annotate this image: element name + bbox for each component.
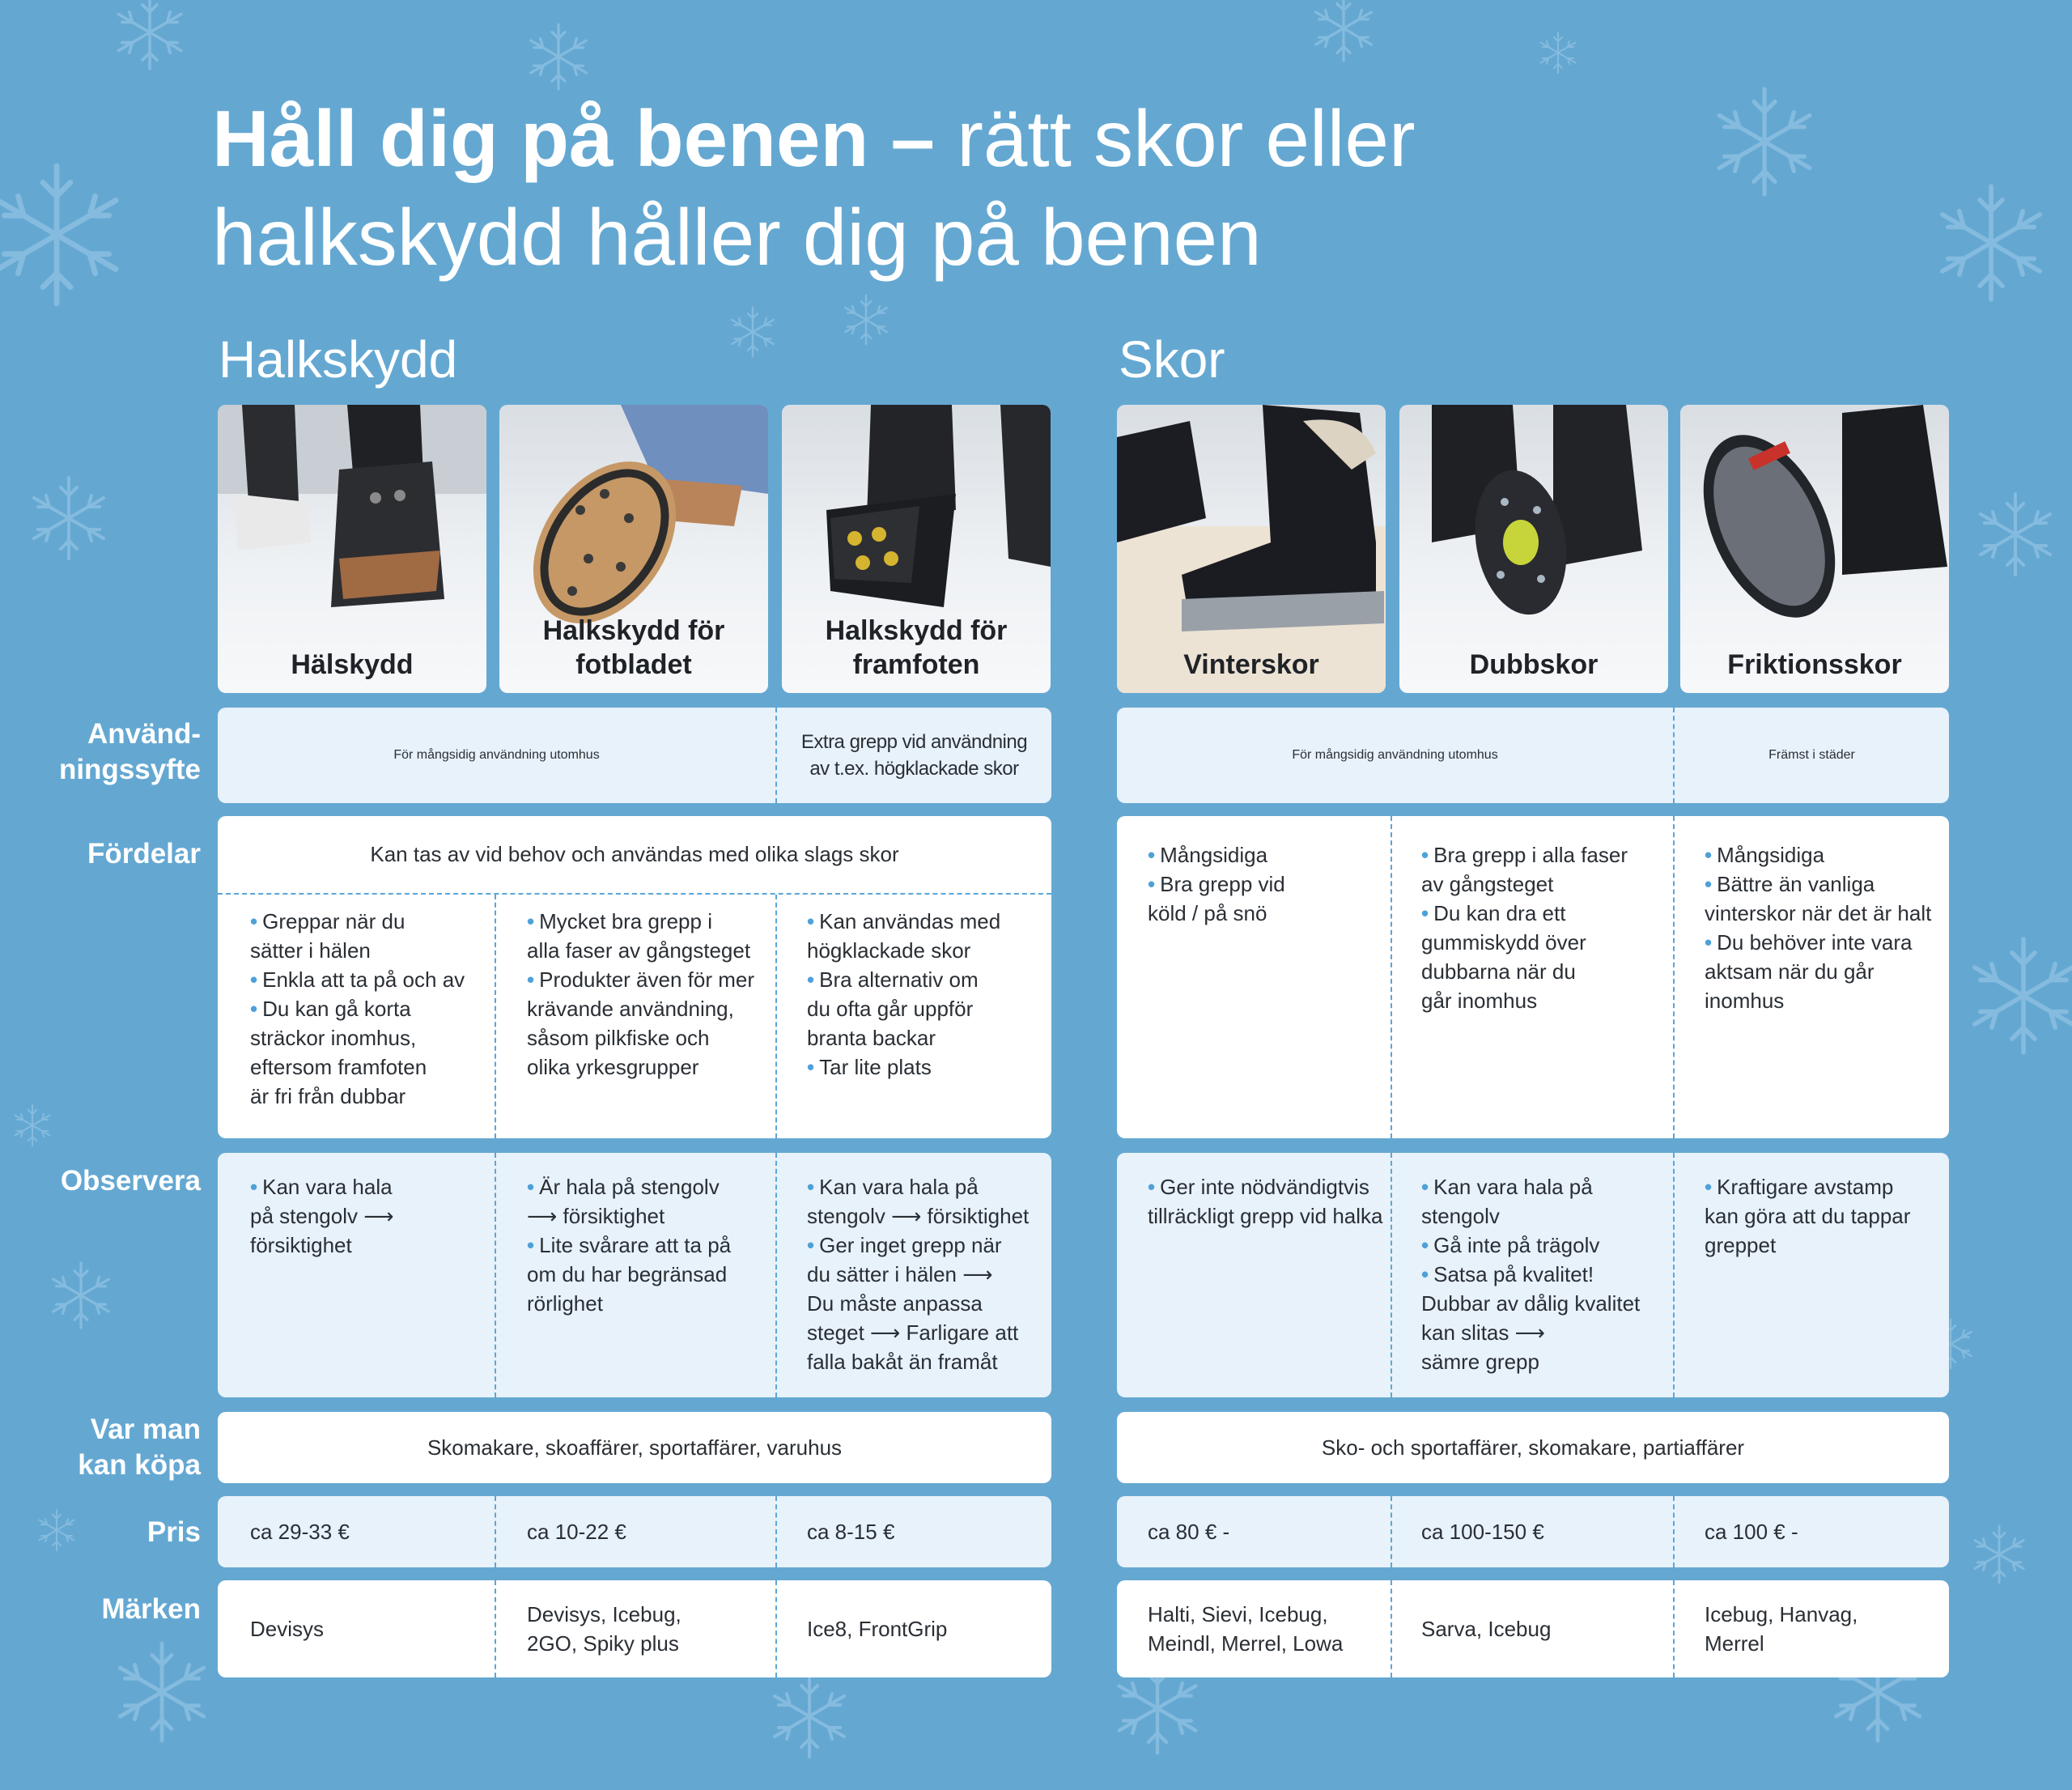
list-item: • Produkter även för mer krävande användning, såsom pilkfiske och olika yrkesgrupper (527, 967, 754, 1079)
row-label-observe: Observera (60, 1165, 201, 1197)
bullet-dot-icon: • (1148, 1175, 1156, 1199)
bullet-dot-icon: • (527, 967, 535, 992)
photo-caption: Halkskydd för fotbladet (542, 615, 725, 680)
usage-panel-left (218, 708, 1051, 803)
bullet-dot-icon: • (1421, 1233, 1429, 1257)
list-item: • Kan vara hala på stengolv ⟶ försiktighet (807, 1175, 1030, 1228)
list-item: • Mycket bra grepp i alla faser av gångsteget (527, 909, 751, 963)
snowflake-icon (1942, 186, 2040, 300)
observe-list-friktionsskor (1705, 1172, 1947, 1260)
list-item: • Bra grepp i alla faser av gångsteget (1421, 843, 1628, 896)
bullet-dot-icon: • (250, 967, 258, 992)
price-friktionsskor: ca 100 € - (1705, 1520, 1798, 1544)
usage-left-extra: Extra grepp vid användning av t.ex. högklackade skor (800, 731, 1028, 780)
list-item: • Är hala på stengolv ⟶ försiktighet (527, 1175, 720, 1228)
row-label-brands: Märken (101, 1593, 201, 1625)
usage-right-main: För mångsidig användning utomhus (1292, 748, 1498, 762)
photo-caption: Hälskydd (291, 649, 414, 680)
list-item: • Bra alternativ om du ofta går uppför branta backar (807, 967, 979, 1050)
bullet-dot-icon: • (807, 1175, 815, 1199)
page-title (212, 89, 1750, 287)
bullet-dot-icon: • (807, 1233, 815, 1257)
list-item: • Du kan dra ett gummiskydd över dubbarna när du går inomhus (1421, 901, 1586, 1013)
brands-panel-left (218, 1580, 1051, 1677)
list-item: • Kan vara hala på stengolv (1421, 1175, 1593, 1228)
bullet-dot-icon: • (1421, 1175, 1429, 1199)
row-label-usage: Använd- ningssyfte (58, 718, 201, 785)
advantages-list-halskydd (250, 907, 493, 1111)
snowflake-icon (118, 0, 180, 69)
snowflake-icon (1975, 1526, 2023, 1583)
list-item: • Mångsidiga (1705, 843, 1825, 867)
photo-friktionsskor (1680, 405, 1949, 693)
observe-panel-right (1117, 1153, 1949, 1397)
brands-vinterskor: Halti, Sievi, Icebug, Meindl, Merrel, Lowa (1148, 1602, 1344, 1656)
bullet-dot-icon: • (807, 967, 815, 992)
bullet-dot-icon: • (250, 909, 258, 933)
where-panel-right (1117, 1412, 1949, 1483)
bullet-dot-icon: • (1705, 1175, 1713, 1199)
photo-halkskydd-fotbladet (499, 405, 768, 693)
photo-halkskydd-framfoten (782, 405, 1051, 693)
brands-panel-right (1117, 1580, 1949, 1677)
observe-list-vinterskor (1148, 1172, 1391, 1231)
brands-friktionsskor: Icebug, Hanvag, Merrel (1705, 1602, 1858, 1656)
bullet-dot-icon: • (527, 1175, 535, 1199)
bullet-dot-icon: • (1421, 843, 1429, 867)
title-rest: rätt skor eller (935, 94, 1416, 183)
observe-list-fotbladet (527, 1172, 770, 1318)
list-item: • Lite svårare att ta på om du har begränsad rörlighet (527, 1233, 732, 1316)
list-item: • Kraftigare avstamp kan göra att du tappar greppet (1705, 1175, 1911, 1257)
price-dubbskor: ca 100-150 € (1421, 1520, 1544, 1544)
snowflake-icon (15, 1105, 50, 1146)
brands-dubbskor: Sarva, Icebug (1421, 1617, 1552, 1641)
brands-fotbladet: Devisys, Icebug, 2GO, Spiky plus (527, 1602, 681, 1656)
snowflake-icon (0, 166, 116, 304)
row-label-price: Pris (146, 1516, 201, 1548)
advantages-left-top: Kan tas av vid behov och användas med olika slags skor (370, 842, 899, 866)
list-item: • Du kan gå korta sträckor inomhus, eftersom framfoten är fri från dubbar (250, 997, 427, 1108)
list-item: • Satsa på kvalitet! Dubbar av dålig kvalitet kan slitas ⟶ sämre grepp (1421, 1262, 1641, 1374)
photo-caption: Vinterskor (1183, 649, 1319, 680)
observe-panel-left (218, 1153, 1051, 1397)
section-heading-halkskydd: Halkskydd (219, 330, 458, 389)
brands-halskydd: Devisys (250, 1617, 325, 1641)
advantages-list-framfoten (807, 907, 1050, 1082)
list-item: • Kan vara hala på stengolv ⟶ försiktighet (250, 1175, 394, 1257)
bullet-dot-icon: • (1705, 843, 1713, 867)
advantages-list-fotbladet (527, 907, 770, 1082)
list-item: • Ger inte nödvändigtvis tillräckligt grepp vid halka (1148, 1175, 1383, 1228)
row-label-advantages: Fördelar (87, 838, 201, 869)
bullet-dot-icon: • (527, 909, 535, 933)
snowflake-icon (120, 1643, 203, 1741)
snowflake-icon (1316, 0, 1372, 61)
title-bold: Håll dig på benen – (212, 94, 936, 183)
observe-list-framfoten (807, 1172, 1050, 1376)
where-panel-left (218, 1412, 1051, 1483)
price-fotbladet: ca 10-22 € (527, 1520, 626, 1544)
brands-framfoten: Ice8, FrontGrip (807, 1617, 948, 1641)
snowflake-icon (732, 308, 774, 356)
usage-panel-right (1117, 708, 1949, 803)
where-right-text: Sko- och sportaffärer, skomakare, partiaffärer (1321, 1435, 1745, 1460)
bullet-dot-icon: • (1421, 901, 1429, 925)
photo-dubbskor (1399, 405, 1668, 693)
advantages-list-dubbskor (1421, 840, 1672, 1015)
bullet-dot-icon: • (1148, 843, 1156, 867)
list-item: • Gå inte på trägolv (1421, 1233, 1600, 1257)
list-item: • Bra grepp vid köld / på snö (1148, 872, 1285, 925)
list-item: • Tar lite plats (807, 1055, 932, 1079)
list-item: • Enkla att ta på och av (250, 967, 465, 992)
list-item: • Kan användas med högklackade skor (807, 909, 1001, 963)
bullet-dot-icon: • (250, 997, 258, 1021)
photo-caption: Dubbskor (1469, 649, 1599, 680)
snowflake-icon (34, 478, 104, 559)
row-label-where: Var man kan köpa (78, 1414, 201, 1481)
observe-list-halskydd (250, 1172, 493, 1260)
list-item: • Bättre än vanliga vinterskor när det är halt (1705, 872, 1932, 925)
list-item: • Mångsidiga (1148, 843, 1268, 867)
photo-caption: Halkskydd för framfoten (825, 615, 1008, 680)
list-item: • Ger inget grepp när du sätter i hälen ⟶ Du måste anpassa steget ⟶ Farligare att falla bakåt än framåt (807, 1233, 1019, 1374)
snowflake-icon (845, 295, 887, 344)
price-panel-left (218, 1496, 1051, 1567)
usage-left-main: För mångsidig användning utomhus (393, 748, 600, 762)
snowflake-icon (1541, 32, 1576, 73)
price-vinterskor: ca 80 € - (1148, 1520, 1230, 1544)
usage-right-extra: Främst i städer (1768, 748, 1855, 762)
price-framfoten: ca 8-15 € (807, 1520, 895, 1544)
bullet-dot-icon: • (527, 1233, 535, 1257)
snowflake-icon (775, 1676, 844, 1757)
advantages-panel-left (218, 816, 1051, 1138)
bullet-dot-icon: • (1705, 930, 1713, 955)
price-panel-right (1117, 1496, 1949, 1567)
bullet-dot-icon: • (807, 909, 815, 933)
snowflake-icon (1981, 494, 2050, 575)
advantages-list-friktionsskor (1705, 840, 1947, 1015)
price-halskydd: ca 29-33 € (250, 1520, 350, 1544)
observe-list-dubbskor (1421, 1172, 1672, 1376)
list-item: • Du behöver inte vara aktsam när du går inomhus (1705, 930, 1913, 1013)
photo-vinterskor (1117, 405, 1386, 693)
bullet-dot-icon: • (1705, 872, 1713, 896)
bullet-dot-icon: • (1148, 872, 1156, 896)
bullet-dot-icon: • (1421, 1262, 1429, 1286)
list-item: • Greppar när du sätter i hälen (250, 909, 405, 963)
bullet-dot-icon: • (807, 1055, 815, 1079)
photo-caption: Friktionsskor (1727, 649, 1902, 680)
snowflake-icon (1975, 939, 2072, 1052)
bullet-dot-icon: • (250, 1175, 258, 1199)
photo-halskydd (218, 405, 486, 693)
advantages-list-vinterskor (1148, 840, 1391, 928)
advantages-panel-right (1117, 816, 1949, 1138)
snowflake-icon (531, 24, 587, 89)
snowflake-icon (53, 1263, 109, 1328)
title-line2: halkskydd håller dig på benen (212, 193, 1262, 282)
section-heading-skor: Skor (1119, 330, 1225, 389)
where-left-text: Skomakare, skoaffärer, sportaffärer, varuhus (427, 1435, 843, 1460)
